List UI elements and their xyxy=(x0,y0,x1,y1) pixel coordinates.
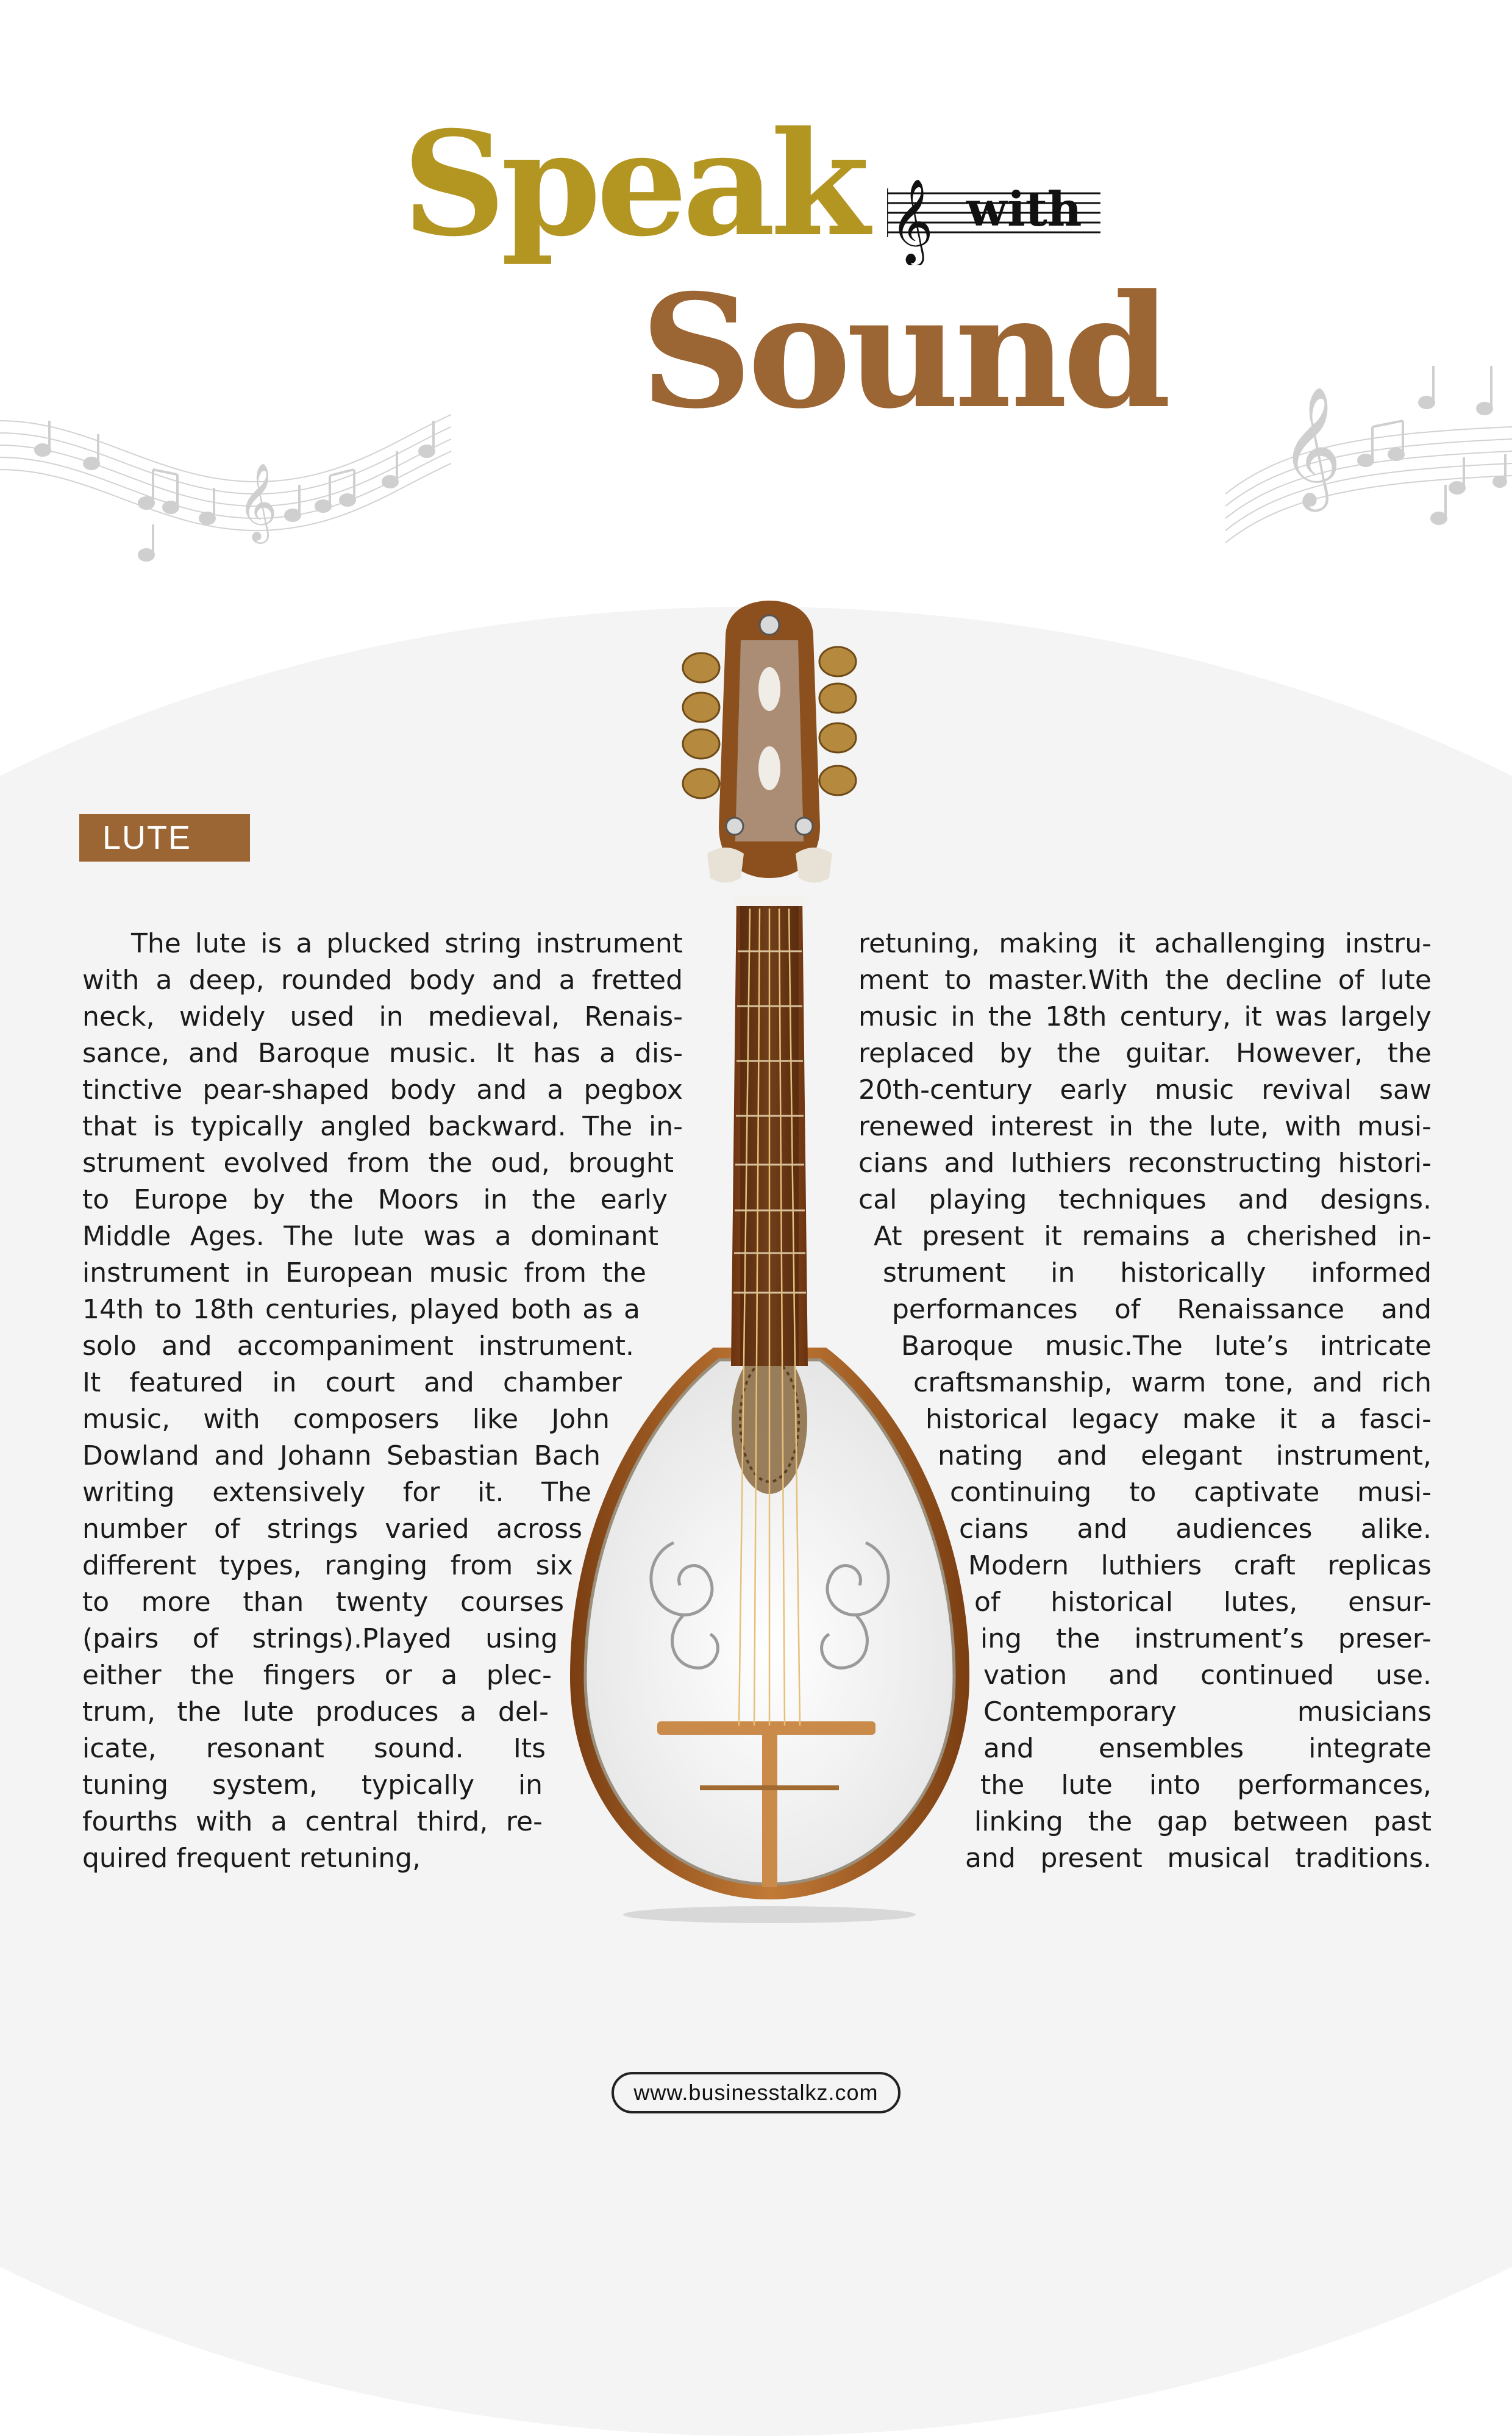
right-line-20: ing the instrument’s preser- xyxy=(980,1623,1432,1654)
right-line-4: replaced by the guitar. However, the xyxy=(858,1038,1432,1069)
left-line-5: tinctive pear-shaped body and a pegbox xyxy=(82,1074,683,1105)
right-line-8: cal playing techniques and designs. xyxy=(858,1184,1432,1215)
left-line-22: trum, the lute produces a del- xyxy=(82,1696,549,1727)
title-sound: Sound xyxy=(640,261,1167,443)
right-line-2: ment to master.With the decline of lute xyxy=(858,965,1432,996)
right-line-16: continuing to captivate musi- xyxy=(950,1477,1432,1508)
right-line-22: Contemporary musicians xyxy=(983,1696,1432,1727)
right-line-1: retuning, making it achallenging instru- xyxy=(858,928,1432,959)
right-line-17: cians and audiences alike. xyxy=(959,1513,1432,1545)
music-notes-wave-right-icon xyxy=(1213,341,1512,573)
left-line-25: fourths with a central third, re- xyxy=(82,1806,543,1837)
right-line-13: craftsmanship, warm tone, and rich xyxy=(913,1367,1432,1398)
left-line-3: neck, widely used in medieval, Renais- xyxy=(82,1001,683,1032)
left-line-17: number of strings varied across xyxy=(82,1513,582,1545)
right-line-25: linking the gap between past xyxy=(974,1806,1432,1837)
right-line-21: vation and continued use. xyxy=(983,1660,1432,1691)
left-line-2: with a deep, rounded body and a fretted xyxy=(82,965,683,996)
left-line-23: icate, resonant sound. Its xyxy=(82,1733,546,1764)
title-speak: Speak xyxy=(402,100,865,268)
left-text-column xyxy=(82,926,683,1877)
left-line-18: different types, ranging from six xyxy=(82,1550,573,1581)
svg-text:𝄞: 𝄞 xyxy=(1280,386,1342,507)
left-line-6: that is typically angled backward. The in- xyxy=(82,1111,683,1142)
right-line-15: nating and elegant instrument, xyxy=(938,1440,1432,1471)
left-line-9: Middle Ages. The lute was a dominant xyxy=(82,1221,658,1252)
right-line-19: of historical lutes, ensur- xyxy=(974,1587,1432,1618)
right-line-23: and ensembles integrate xyxy=(983,1733,1432,1764)
right-line-11: performances of Renaissance and xyxy=(892,1294,1432,1325)
right-line-3: music in the 18th century, it was largely xyxy=(858,1001,1432,1032)
left-line-10: instrument in European music from the xyxy=(82,1257,646,1288)
left-line-11: 14th to 18th centuries, played both as a xyxy=(82,1294,640,1325)
left-line-24: tuning system, typically in xyxy=(82,1770,543,1801)
left-line-26: quired frequent retuning, xyxy=(82,1843,421,1874)
right-line-10: strument in historically informed xyxy=(883,1257,1432,1288)
left-line-20: (pairs of strings).Played using xyxy=(82,1623,558,1654)
right-line-9: At present it remains a cherished in- xyxy=(874,1221,1432,1252)
left-line-1: The lute is a plucked string instrument xyxy=(131,928,683,959)
left-line-12: solo and accompaniment instrument. xyxy=(82,1331,634,1362)
right-line-14: historical legacy make it a fasci- xyxy=(925,1404,1432,1435)
website-link[interactable]: www.businesstalkz.com xyxy=(612,2072,900,2113)
svg-text:𝄞: 𝄞 xyxy=(238,462,278,540)
left-line-15: Dowland and Johann Sebastian Bach xyxy=(82,1440,601,1471)
left-line-14: music, with composers like John xyxy=(82,1404,610,1435)
left-line-16: writing extensively for it. The xyxy=(82,1477,591,1508)
left-line-13: It featured in court and chamber xyxy=(82,1367,622,1398)
right-line-5: 20th-century early music revival saw xyxy=(858,1074,1432,1105)
right-text-column xyxy=(858,926,1432,1877)
right-line-18: Modern luthiers craft replicas xyxy=(968,1550,1432,1581)
music-notes-wave-left-icon xyxy=(0,378,463,573)
right-line-12: Baroque music.The lute’s intricate xyxy=(901,1331,1432,1362)
left-line-8: to Europe by the Moors in the early xyxy=(82,1184,668,1215)
left-line-7: strument evolved from the oud, brought xyxy=(82,1148,674,1179)
right-line-26: and present musical traditions. xyxy=(965,1843,1432,1874)
left-line-19: to more than twenty courses xyxy=(82,1587,564,1618)
right-line-7: cians and luthiers reconstructing histori- xyxy=(858,1148,1432,1179)
right-line-24: the lute into performances, xyxy=(980,1770,1432,1801)
left-line-4: sance, and Baroque music. It has a dis- xyxy=(82,1038,683,1069)
left-line-21: either the fingers or a plec- xyxy=(82,1660,552,1691)
section-label-lute: LUTE xyxy=(79,814,250,862)
right-line-6: renewed interest in the lute, with musi- xyxy=(858,1111,1432,1142)
title-with: with xyxy=(966,182,1082,237)
svg-text:𝄞: 𝄞 xyxy=(890,180,933,263)
